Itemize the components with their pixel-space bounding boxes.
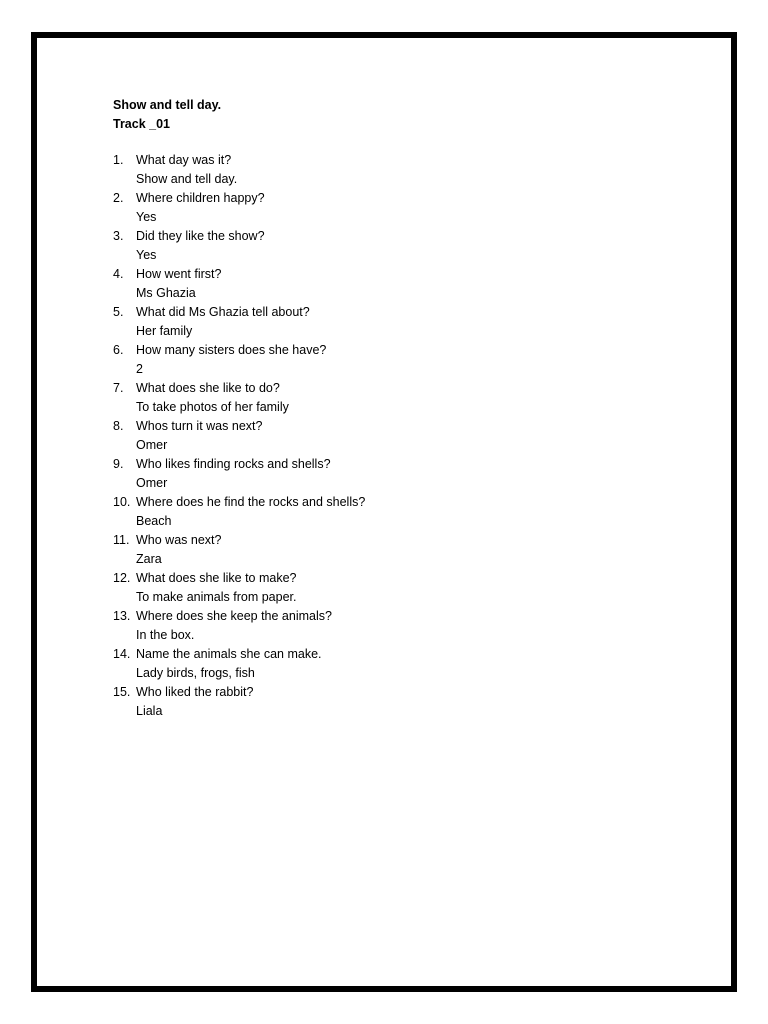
item-number: 10. bbox=[113, 495, 131, 509]
question-text: Who was next? bbox=[136, 533, 222, 547]
answer-text: Zara bbox=[136, 552, 162, 566]
question-text: How went first? bbox=[136, 267, 222, 281]
document-page bbox=[31, 32, 737, 992]
item-number: 2. bbox=[113, 191, 124, 205]
item-number: 9. bbox=[113, 457, 124, 471]
list-item bbox=[113, 645, 673, 683]
question-text: Where does she keep the animals? bbox=[136, 609, 332, 623]
answer-text: Her family bbox=[136, 324, 193, 338]
item-number: 4. bbox=[113, 267, 124, 281]
item-number: 14. bbox=[113, 647, 131, 661]
answer-text: To make animals from paper. bbox=[136, 590, 297, 604]
question-text: Who likes finding rocks and shells? bbox=[136, 457, 331, 471]
item-number: 12. bbox=[113, 571, 131, 585]
answer-text: Beach bbox=[136, 514, 172, 528]
list-item bbox=[113, 265, 673, 303]
question-text: What does she like to do? bbox=[136, 381, 280, 395]
list-item bbox=[113, 455, 673, 493]
question-text: What day was it? bbox=[136, 153, 232, 167]
item-number: 1. bbox=[113, 153, 124, 167]
item-number: 15. bbox=[113, 685, 131, 699]
item-number: 5. bbox=[113, 305, 124, 319]
list-item bbox=[113, 379, 673, 417]
answer-text: In the box. bbox=[136, 628, 195, 642]
question-text: Where does he find the rocks and shells? bbox=[136, 495, 366, 509]
answer-text: 2 bbox=[136, 362, 143, 376]
document-content bbox=[113, 96, 673, 721]
answer-text: To take photos of her family bbox=[136, 400, 289, 414]
item-number: 6. bbox=[113, 343, 124, 357]
list-item bbox=[113, 189, 673, 227]
question-text: Whos turn it was next? bbox=[136, 419, 263, 433]
list-item bbox=[113, 683, 673, 721]
question-text: Where children happy? bbox=[136, 191, 265, 205]
item-number: 8. bbox=[113, 419, 124, 433]
answer-text: Liala bbox=[136, 704, 163, 718]
question-text: Who liked the rabbit? bbox=[136, 685, 254, 699]
list-item bbox=[113, 151, 673, 189]
item-number: 11. bbox=[113, 533, 130, 547]
document-title: Show and tell day. bbox=[113, 98, 222, 112]
document-subtitle: Track _01 bbox=[113, 117, 170, 131]
answer-text: Lady birds, frogs, fish bbox=[136, 666, 255, 680]
item-number: 13. bbox=[113, 609, 131, 623]
question-text: How many sisters does she have? bbox=[136, 343, 327, 357]
question-text: What does she like to make? bbox=[136, 571, 297, 585]
item-number: 3. bbox=[113, 229, 124, 243]
list-item bbox=[113, 341, 673, 379]
list-item bbox=[113, 569, 673, 607]
list-item bbox=[113, 607, 673, 645]
list-item bbox=[113, 303, 673, 341]
list-item bbox=[113, 417, 673, 455]
question-text: Did they like the show? bbox=[136, 229, 265, 243]
item-number: 7. bbox=[113, 381, 124, 395]
answer-text: Show and tell day. bbox=[136, 172, 238, 186]
answer-text: Omer bbox=[136, 476, 168, 490]
list-item bbox=[113, 493, 673, 531]
answer-text: Yes bbox=[136, 210, 157, 224]
question-text: What did Ms Ghazia tell about? bbox=[136, 305, 310, 319]
list-item bbox=[113, 531, 673, 569]
question-list bbox=[113, 151, 673, 721]
question-text: Name the animals she can make. bbox=[136, 647, 322, 661]
answer-text: Ms Ghazia bbox=[136, 286, 196, 300]
answer-text: Yes bbox=[136, 248, 157, 262]
list-item bbox=[113, 227, 673, 265]
answer-text: Omer bbox=[136, 438, 168, 452]
